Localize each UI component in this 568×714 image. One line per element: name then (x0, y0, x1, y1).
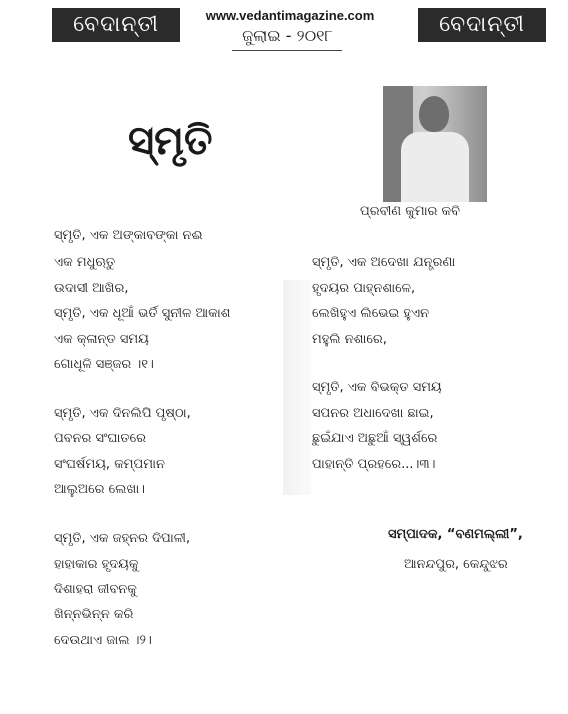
stanza2-line: ସ୍ମୃତି, ଏକ ଦିନଲିପି ପୃଷ୍ଠା, (54, 406, 191, 421)
stanza1-line: ଏକ କ୍ଳାନ୍ତ ସମୟ (54, 332, 149, 347)
stanza5-line: ସ୍ମୃତି, ଏକ ବିଭକ୍ତ ସମୟ (312, 380, 442, 395)
stanza2-line: ପବନର ସଂଘାତରେ (54, 431, 147, 446)
magazine-logo-right: ବେଦାନ୍ତୀ (418, 8, 546, 42)
photo-shirt (401, 132, 469, 202)
stanza3-line: ହାହାକାର ହୃଦୟକୁ (54, 557, 139, 572)
stanza1-line: ସ୍ମୃତି, ଏକ ଧୂଆଁ ଭର୍ତି ସୁନୀଳ ଆକାଶ (54, 306, 231, 321)
issue-date: ଜୁଲାଇ - ୨୦୧୮ (242, 26, 333, 45)
stanza3-line: ସ୍ମୃତି, ଏକ ଜହ୍ନର ଦିପାଳୀ, (54, 531, 191, 546)
stanza5-line: ସପନର ଅଧାଦେଖା ଛାଇ, (312, 406, 434, 421)
photo-head (419, 96, 449, 132)
stanza3-line: ଦିଶାହରା ଜୀବନକୁ (54, 582, 137, 597)
stanza2-line: ସଂଘର୍ଷମୟ, କମ୍ପମାନ (54, 457, 165, 472)
stanza1-line: ଏକ ମଧୁଋତୁ (54, 255, 116, 270)
stanza5-line: ଛୁଇଁଯାଏ ଅଛୁଆଁ ସ୍ୱର୍ଶରେ (312, 431, 438, 446)
stanza1-line: ସ୍ମୃତି, ଏକ ଅଙ୍କାବଙ୍କା ନଈ (54, 228, 203, 243)
editor-address: ଆନନ୍ଦପୁର, କେନ୍ଦୁଝର (404, 557, 508, 572)
author-name: ପ୍ରବୀଣ କୁମାର କବି (360, 204, 460, 219)
magazine-logo-left: ବେଦାନ୍ତୀ (52, 8, 180, 42)
site-url: www.vedantimagazine.com (205, 8, 375, 23)
stanza4-line: ସ୍ମୃତି, ଏକ ଅଦେଖା ଯନ୍ତ୍ରଣା (312, 255, 456, 270)
editor-credit: ସମ୍ପାଦକ, “ବଣମଲ୍ଲୀ”, (388, 527, 523, 542)
watermark (283, 280, 311, 495)
stanza1-line: ଉଦାସୀ ଆଖିର, (54, 281, 129, 296)
poem-title: ସ୍ମୃତି (128, 118, 213, 164)
stanza4-line: ହୃଦୟର ପାହ୍ନଶାଳେ, (312, 281, 416, 296)
date-underline (232, 50, 342, 51)
stanza5-line: ପାହାନ୍ତି ପ୍ରହରେ...।୩। (312, 457, 436, 472)
stanza3-line: ଖିନ୍ନଭିନ୍ନ କରି (54, 607, 134, 622)
author-photo (383, 86, 487, 202)
stanza4-line: ମହୁଲି ନଶାରେ, (312, 332, 387, 347)
stanza3-line: ଦେଉଥାଏ ଜାଲ ।୨। (54, 633, 152, 648)
stanza4-line: ଲେଖିହୁଏ ଲିଭେଇ ହୁଏନ (312, 306, 430, 321)
stanza2-line: ଆଲୁଅରେ ଲେଖା। (54, 482, 146, 497)
stanza1-line: ଗୋଧୂଳି ସଞ୍ଜର ।୧। (54, 357, 154, 372)
